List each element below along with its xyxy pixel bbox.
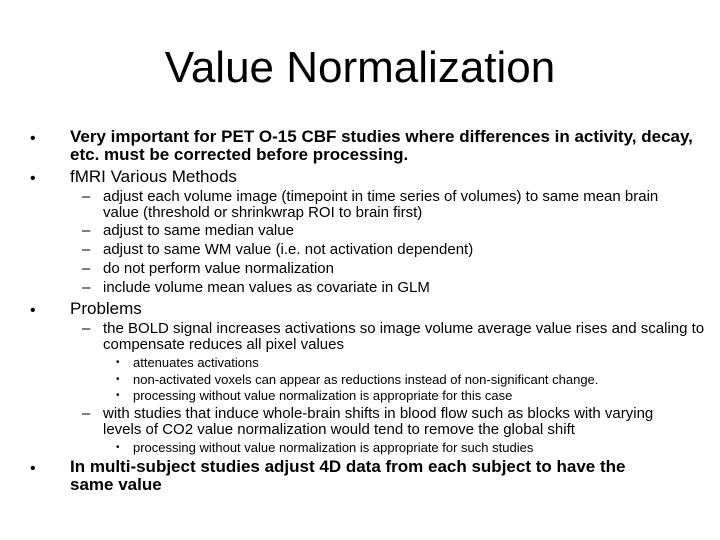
bullet-text-fmri-methods: fMRI Various Methods (70, 167, 237, 186)
bullet-text-pet: Very important for PET O-15 CBF studies where differences in activity, decay, etc. must be corrected before processing. (70, 127, 693, 164)
dash-marker: – (82, 320, 91, 337)
bullet-icon: • (30, 302, 36, 319)
problem-point: processing without value normalization is appropriate for such studies (133, 440, 534, 455)
method-item: do not perform value normalization (103, 260, 334, 277)
method-item: include volume mean values as covariate in GLM (103, 279, 430, 296)
problem-point: attenuates activations (133, 355, 259, 370)
dash-marker: – (82, 260, 91, 277)
sub-bullet-icon: • (116, 357, 120, 368)
dash-marker: – (82, 222, 91, 239)
dash-marker: – (82, 188, 91, 205)
bullet-text-multi-subject: In multi-subject studies adjust 4D data from each subject to have the same value (70, 457, 626, 494)
problem-item: with studies that induce whole-brain shifts in blood flow such as blocks with varying levels of CO2 value normalization would tend to remove the global shift (103, 405, 654, 438)
problem-point: non-activated voxels can appear as reductions instead of non-significant change. (133, 372, 599, 387)
sub-bullet-icon: • (116, 374, 120, 385)
bullet-text-problems: Problems (70, 299, 142, 318)
sub-bullet-icon: • (116, 390, 120, 401)
dash-marker: – (82, 241, 91, 258)
bullet-icon: • (30, 170, 36, 187)
dash-marker: – (82, 279, 91, 296)
slide-title: Value Normalization (164, 43, 556, 92)
method-item: adjust to same median value (103, 222, 294, 239)
problem-item: the BOLD signal increases activations so image volume average value rises and scaling to compensate reduces all pixel values (103, 320, 705, 353)
problem-point: processing without value normalization is appropriate for this case (133, 388, 513, 403)
method-item: adjust to same WM value (i.e. not activation dependent) (103, 241, 474, 258)
method-item: adjust each volume image (timepoint in time series of volumes) to same mean brain value (threshold or shrinkwrap ROI to brain first) (103, 188, 659, 221)
sub-bullet-icon: • (116, 442, 120, 453)
bullet-icon: • (30, 460, 36, 477)
dash-marker: – (82, 405, 91, 422)
bullet-icon: • (30, 130, 36, 147)
